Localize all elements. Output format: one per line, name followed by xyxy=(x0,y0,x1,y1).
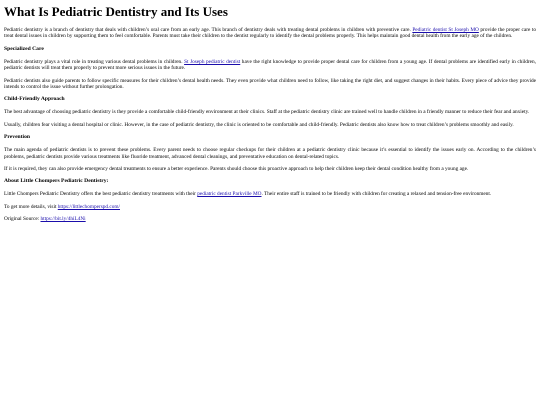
intro-paragraph xyxy=(4,27,536,40)
about-heading: About Little Chompers Pediatric Dentistry: xyxy=(4,178,109,185)
specialized-care-heading: Specialized Care xyxy=(4,45,44,52)
pediatric-dentist-st-joseph-link[interactable]: Pediatric dentist St Joseph MO xyxy=(412,27,479,33)
details-text: To get more details, visit xyxy=(4,203,58,210)
specialized-care-paragraph-1 xyxy=(4,59,536,72)
about-text-1: Little Chompers Pediatric Dentistry offers the best pediatric dentistry treatments with their xyxy=(4,191,198,198)
st-joseph-pediatric-dentist-link[interactable]: St Joseph pediatric dentist xyxy=(184,58,241,65)
intro-text-1: Pediatric dentistry is a branch of dentistry that deals with children’s oral care from an early age. This branch of dentistry deals with treating dental problems in children with preventive care. xyxy=(4,27,413,33)
page-title: What Is Pediatric Dentistry and Its Uses xyxy=(4,4,228,19)
child-friendly-paragraph-1: The best advantage of choosing pediatric dentistry is they provide a comfortable child-friendly environment at their clinics. Staff at the pediatric dentistry clinic are trained well to handle children in a friendly manner to reduce their fear and anxiety. xyxy=(4,109,530,116)
specialized-care-text-2: have the right knowledge to provide proper dental care for children from a young age. If dental problems are identified early in children, pediatric dentists will treat them properly to prevent more serious issues in the future. xyxy=(4,58,537,72)
prevention-paragraph-1: The main agenda of pediatric dentists is to prevent these problems. Every parent needs to choose regular checkups for their children at a pediatric dentistry clinic because it’s essential to identify the issues early on. According to the children’s problems, pediatric dentists provide various treatments like fluoride treatment, advanced dental cleanings, and preventative education on dental-related topics. xyxy=(4,147,536,160)
pediatric-dentist-parkville-link[interactable]: pediatric dentist Parkville MO xyxy=(197,191,262,198)
source-text: Original Source: xyxy=(4,216,41,223)
website-link[interactable]: https://littlechomperspd.com/ xyxy=(57,203,120,210)
specialized-care-paragraph-2: Pediatric dentists also guide parents to follow specific measures for their children’s dental health needs. They even provide what children need to follow, like taking the right diet, and suggest changes in their habits. Every piece of advice they provide intends to control the issue without further prolongation. xyxy=(4,77,536,91)
child-friendly-paragraph-2: Usually, children fear visiting a dental hospital or clinic. However, in the case of pediatric dentistry, the clinic is oriented to be comfortable and child-friendly. Pediatric dentists also know how to treat children’s problems smoothly and easily. xyxy=(4,121,514,128)
child-friendly-heading: Child-Friendly Approach xyxy=(4,96,65,103)
prevention-heading: Prevention xyxy=(4,134,30,141)
intro-text-2: provide the proper care to treat dental issues in children by supporting them to feel comfortable. Parents must take their children to the dentist regularly to identify the dental problems properly. This helps maintain good dental health from the early age of the children. xyxy=(4,27,536,40)
about-text-2: . Their entire staff is trained to be friendly with children for creating a relaxed and tension-free environment. xyxy=(261,191,492,198)
about-paragraph xyxy=(4,191,536,197)
source-paragraph xyxy=(4,216,536,222)
details-paragraph xyxy=(4,204,536,210)
specialized-care-text-1: Pediatric dentistry plays a vital role in treating various dental problems in children. xyxy=(4,58,185,65)
prevention-paragraph-2: If it is required, they can also provide emergency dental treatments to ensure a better experience. Parents should choose this proactive approach to help their children keep their dental condition healthy from a young age. xyxy=(4,166,469,173)
original-source-link[interactable]: https://bit.ly/4hiL4Ni xyxy=(40,216,86,223)
